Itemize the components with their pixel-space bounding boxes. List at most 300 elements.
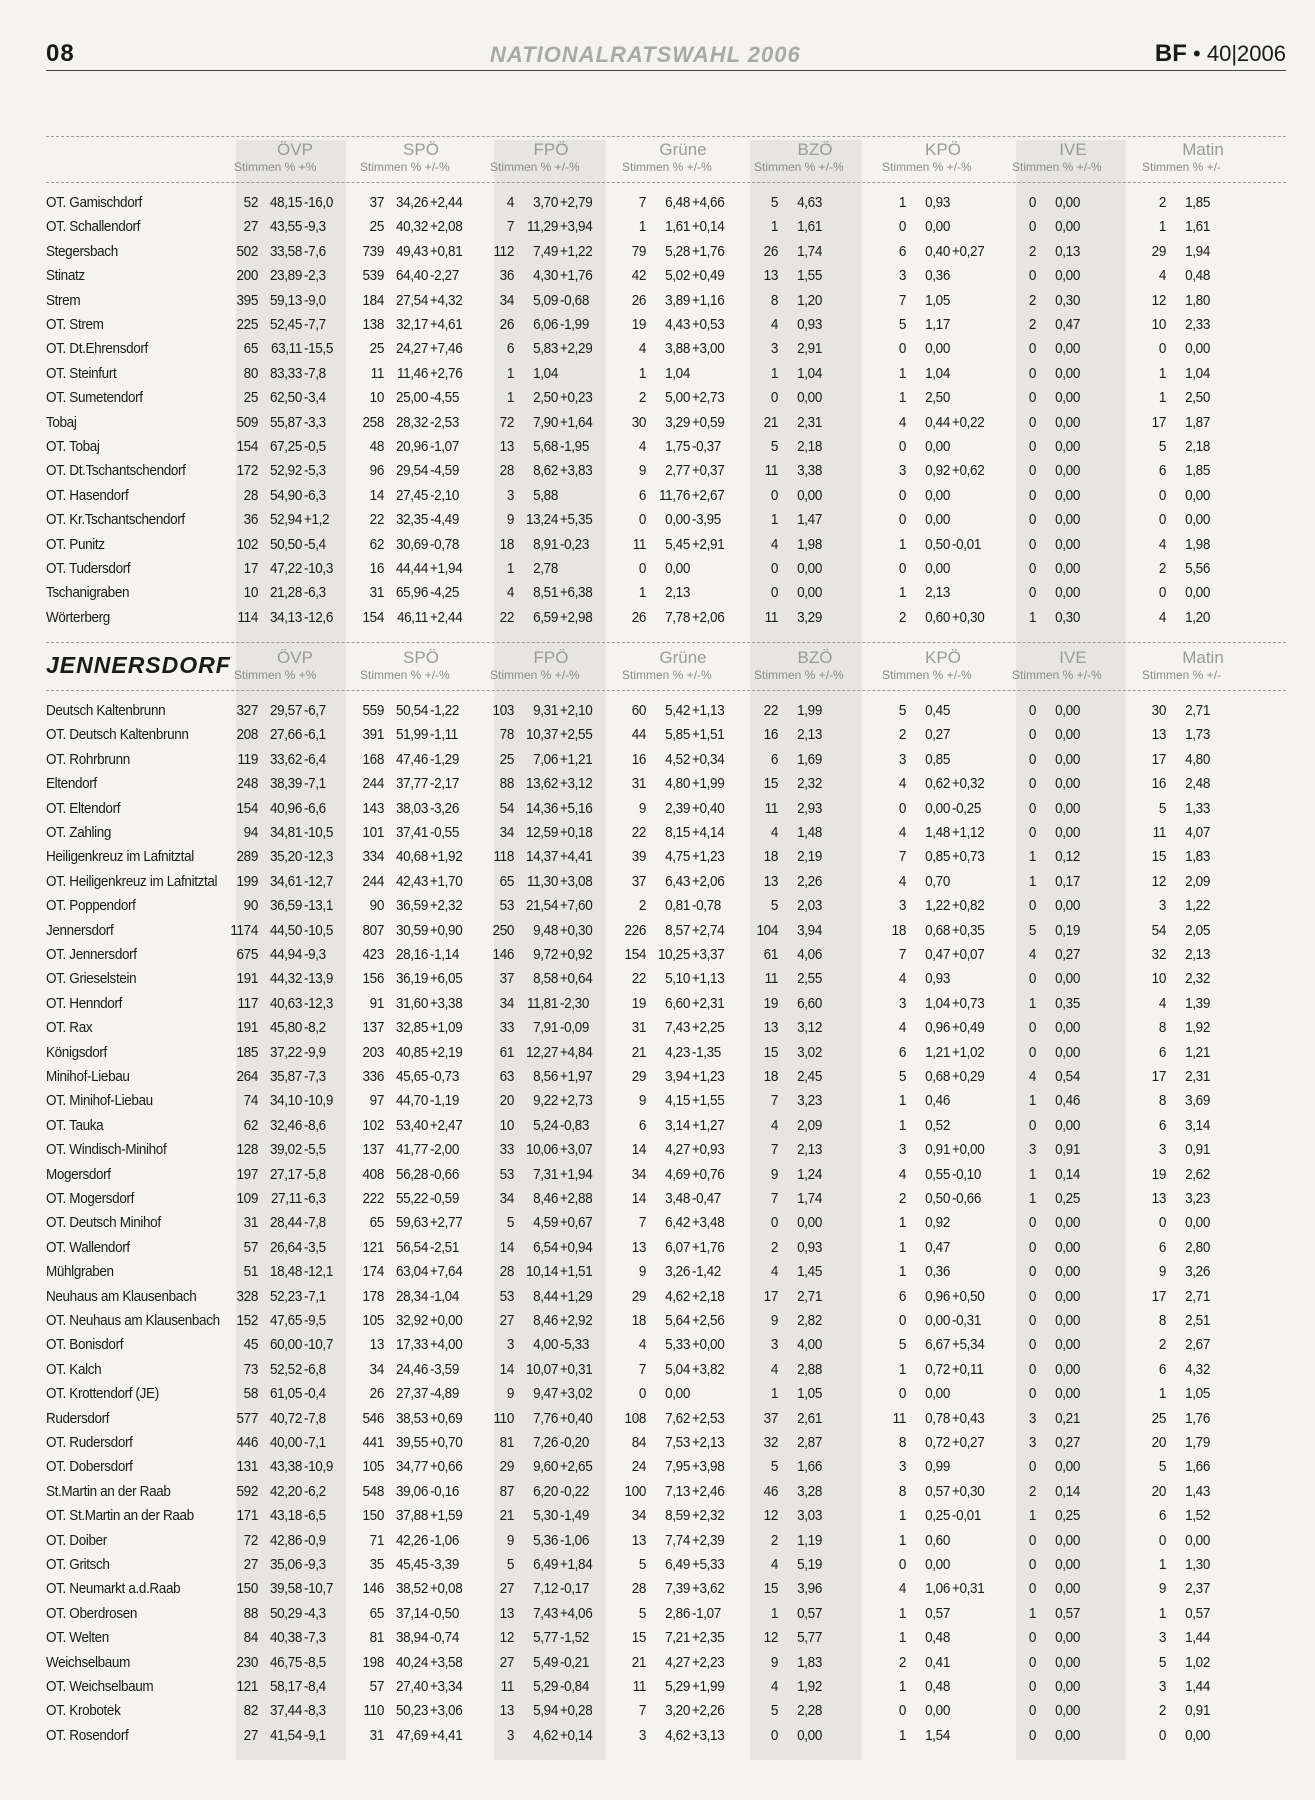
cell-change: -8,2 [303, 1019, 326, 1037]
municipality-name: Strem [46, 291, 81, 309]
cell-votes: 577 [236, 1409, 258, 1427]
cell-votes: 0 [1028, 560, 1036, 577]
cell-percent: 28,16 [395, 946, 428, 963]
cell-change: -12,3 [303, 994, 333, 1012]
cell-votes: 248 [236, 775, 258, 793]
cell-percent: 2,55 [797, 970, 822, 988]
cell-percent: 37,41 [395, 824, 428, 841]
cell-votes: 1 [898, 535, 906, 553]
cell-change: +2,25 [691, 1019, 725, 1037]
cell-votes: 84 [631, 1434, 646, 1451]
cell-percent: 9,47 [533, 1385, 558, 1403]
cell-votes: 17 [1151, 413, 1166, 431]
cell-votes: 18 [499, 535, 514, 553]
cell-percent: 8,51 [533, 584, 558, 602]
table-row [46, 796, 1210, 820]
cell-change: -10,5 [303, 824, 333, 841]
cell-votes: 3 [1158, 1629, 1166, 1647]
municipality-name: OT. Dt.Tschantschendorf [46, 462, 186, 480]
cell-percent: 50,23 [395, 1702, 428, 1720]
cell-percent: 38,03 [395, 799, 428, 817]
cell-percent: 2,13 [925, 584, 950, 602]
cell-percent: 1,54 [925, 1726, 950, 1744]
cell-votes: 14 [499, 1360, 514, 1378]
cell-change: +1,94 [559, 1165, 593, 1183]
table-row [46, 1601, 1210, 1625]
cell-percent: 0,85 [925, 848, 950, 866]
cell-percent: 52,92 [269, 462, 302, 480]
party-label: BZÖ [797, 140, 833, 159]
cell-votes: 3 [898, 750, 906, 768]
cell-votes: 0 [1028, 1458, 1036, 1476]
cell-percent: 37,77 [395, 775, 428, 793]
cell-change: -0,66 [951, 1190, 981, 1207]
cell-change: +0,92 [559, 946, 593, 963]
cell-percent: 9,22 [533, 1092, 558, 1110]
cell-change: -0,50 [429, 1604, 459, 1622]
cell-change: -2,10 [429, 486, 459, 504]
cell-percent: 55,87 [269, 413, 302, 431]
table-row [46, 1284, 1210, 1308]
table-row [46, 1698, 1210, 1722]
table-row [46, 1552, 1210, 1576]
cell-votes: 5 [770, 1702, 778, 1720]
municipality-name: St.Martin an der Raab [46, 1482, 171, 1500]
cell-percent: 0,00 [1055, 267, 1080, 285]
cell-votes: 17 [243, 560, 258, 577]
cell-percent: 5,68 [533, 438, 558, 455]
cell-percent: 1,48 [797, 824, 822, 841]
cell-change: +1,21 [559, 750, 593, 768]
cell-change: -9,3 [303, 946, 326, 963]
cell-change: -1,52 [559, 1629, 589, 1647]
divider [46, 136, 1286, 137]
cell-percent: 8,91 [533, 535, 558, 553]
cell-percent: 1,61 [797, 218, 822, 236]
cell-percent: 2,48 [1185, 775, 1210, 793]
cell-percent: 2,03 [797, 897, 822, 915]
cell-change: +4,61 [429, 316, 463, 333]
cell-votes: 17 [1151, 750, 1166, 768]
cell-votes: 2 [898, 608, 906, 626]
cell-percent: 2,86 [665, 1604, 690, 1622]
cell-percent: 0,40 [925, 242, 950, 260]
cell-votes: 1 [1028, 1604, 1036, 1622]
cell-percent: 2,31 [1185, 1068, 1210, 1085]
cell-percent: 0,46 [1055, 1092, 1080, 1110]
cell-percent: 0,00 [1055, 1629, 1080, 1647]
cell-percent: 3,94 [797, 921, 822, 939]
cell-change: +3,48 [691, 1214, 725, 1232]
cell-change: -0,01 [951, 1507, 981, 1525]
cell-percent: 0,00 [1185, 340, 1210, 358]
cell-percent: 1,20 [1185, 608, 1210, 626]
cell-votes: 11 [500, 1678, 514, 1695]
cell-votes: 1 [898, 1116, 906, 1134]
cell-change: -3,3 [303, 413, 326, 431]
cell-percent: 2,09 [797, 1116, 822, 1134]
cell-votes: 31 [369, 1726, 384, 1744]
cell-percent: 5,94 [533, 1702, 558, 1720]
cell-change: -0,5 [303, 438, 326, 455]
cell-votes: 4 [770, 1678, 778, 1695]
cell-change: +4,41 [429, 1726, 463, 1744]
cell-percent: 7,13 [665, 1482, 690, 1500]
cell-percent: 0,00 [1055, 1238, 1080, 1256]
cell-votes: 4 [1158, 267, 1166, 285]
cell-votes: 9 [638, 799, 646, 817]
cell-votes: 121 [362, 1238, 384, 1256]
cell-percent: 0,48 [1185, 267, 1210, 285]
cell-percent: 4,06 [797, 946, 822, 963]
cell-percent: 0,99 [925, 1458, 950, 1476]
cell-change: -2,17 [429, 775, 459, 793]
cell-percent: 50,29 [269, 1604, 302, 1622]
cell-votes: 128 [236, 1141, 258, 1159]
cell-votes: 4 [770, 1360, 778, 1378]
cell-votes: 7 [770, 1092, 778, 1110]
cell-votes: 16 [763, 726, 778, 744]
cell-votes: 168 [362, 750, 384, 768]
cell-change: +1,23 [691, 848, 725, 866]
cell-percent: 40,72 [269, 1409, 302, 1427]
cell-percent: 0,57 [797, 1604, 822, 1622]
cell-votes: 2 [898, 1653, 906, 1671]
cell-votes: 1 [898, 1263, 906, 1281]
cell-votes: 3 [770, 1336, 778, 1354]
cell-votes: 0 [1028, 1336, 1036, 1354]
cell-votes: 1 [1028, 1165, 1036, 1183]
cell-percent: 7,62 [665, 1409, 690, 1427]
cell-votes: 27 [499, 1653, 514, 1671]
cell-percent: 5,29 [533, 1678, 558, 1695]
subheader: Stimmen % +/-% [1012, 160, 1102, 174]
cell-change: +3,58 [429, 1653, 463, 1671]
cell-votes: 54 [499, 799, 514, 817]
cell-percent: 0,00 [1055, 194, 1080, 211]
cell-votes: 5 [898, 1336, 906, 1354]
cell-change: +5,35 [559, 511, 593, 529]
cell-change: -1,07 [429, 438, 459, 455]
cell-percent: 2,50 [533, 389, 558, 407]
cell-change: +1,13 [691, 970, 725, 988]
cell-votes: 395 [236, 291, 258, 309]
cell-percent: 9,60 [533, 1458, 558, 1476]
cell-votes: 18 [891, 921, 906, 939]
cell-change: -1,95 [559, 438, 589, 455]
cell-change: -2,30 [559, 994, 589, 1012]
cell-percent: 1,75 [665, 438, 690, 455]
cell-votes: 6 [1158, 1043, 1166, 1061]
cell-votes: 13 [763, 267, 778, 285]
subheader: Stimmen % +/-% [882, 668, 972, 682]
cell-percent: 2,91 [797, 340, 822, 358]
cell-votes: 9 [1158, 1580, 1166, 1598]
cell-percent: 2,88 [797, 1360, 822, 1378]
cell-percent: 0,48 [925, 1629, 950, 1647]
cell-votes: 96 [369, 462, 384, 480]
municipality-name: OT. Oberdrosen [46, 1604, 138, 1622]
cell-votes: 48 [369, 438, 384, 455]
cell-votes: 0 [898, 1312, 906, 1329]
cell-votes: 27 [499, 1312, 514, 1329]
cell-change: +2,32 [691, 1507, 725, 1525]
cell-votes: 2 [1158, 194, 1166, 211]
cell-change: -3,5 [303, 1238, 326, 1256]
cell-votes: 0 [1028, 1653, 1036, 1671]
cell-votes: 4 [898, 824, 906, 841]
cell-votes: 2 [638, 897, 646, 915]
cell-percent: 38,94 [395, 1629, 428, 1647]
cell-votes: 12 [499, 1629, 514, 1647]
cell-percent: 0,68 [925, 1068, 950, 1085]
cell-change: +3,08 [559, 872, 593, 890]
cell-votes: 208 [236, 726, 258, 744]
cell-percent: 3,03 [797, 1507, 822, 1525]
cell-change: -9,0 [303, 291, 326, 309]
cell-percent: 2,19 [797, 848, 822, 866]
cell-change: +0,50 [951, 1287, 985, 1305]
cell-percent: 1,04 [797, 364, 822, 382]
cell-change: -0,23 [559, 535, 589, 553]
cell-change: +0,40 [691, 799, 725, 817]
cell-percent: 10,37 [525, 726, 558, 744]
cell-votes: 289 [236, 848, 258, 866]
cell-change: -0,78 [691, 897, 721, 915]
municipality-name: OT. Doiber [46, 1531, 107, 1549]
cell-percent: 0,00 [1055, 1214, 1080, 1232]
cell-votes: 4 [898, 1580, 906, 1598]
cell-change: +1,23 [691, 1068, 725, 1085]
cell-change: +1,97 [559, 1068, 593, 1085]
cell-percent: 63,04 [395, 1263, 428, 1281]
cell-votes: 16 [369, 560, 384, 577]
cell-percent: 7,53 [665, 1434, 690, 1451]
cell-percent: 0,36 [925, 267, 950, 285]
cell-change: -3,4 [303, 389, 326, 407]
cell-change: +0,22 [951, 413, 985, 431]
cell-percent: 0,47 [925, 1238, 950, 1256]
cell-percent: 1,43 [1185, 1482, 1210, 1500]
cell-change: +2,31 [691, 994, 725, 1012]
cell-change: +2,98 [559, 608, 593, 626]
cell-votes: 807 [362, 921, 384, 939]
cell-percent: 6,07 [665, 1238, 690, 1256]
cell-change: +0,08 [429, 1580, 463, 1598]
cell-change: +1,59 [429, 1507, 463, 1525]
cell-change: +0,64 [559, 970, 593, 988]
cell-change: -12,1 [303, 1263, 333, 1281]
cell-votes: 0 [1028, 1263, 1036, 1281]
cell-percent: 2,28 [797, 1702, 822, 1720]
cell-votes: 0 [1028, 1726, 1036, 1744]
cell-change: -0,59 [429, 1190, 459, 1207]
municipality-name: Weichselbaum [46, 1653, 130, 1671]
cell-percent: 2,93 [797, 799, 822, 817]
cell-votes: 78 [499, 726, 514, 744]
cell-percent: 1,83 [797, 1653, 822, 1671]
subheader: Stimmen % +/- [1142, 668, 1222, 682]
cell-votes: 13 [763, 872, 778, 890]
cell-percent: 0,35 [1055, 994, 1080, 1012]
cell-votes: 6 [638, 486, 646, 504]
cell-change: +3,00 [691, 340, 725, 358]
cell-percent: 3,88 [665, 340, 690, 358]
cell-votes: 25 [369, 340, 384, 358]
cell-votes: 36 [499, 267, 514, 285]
cell-change: +2,73 [559, 1092, 593, 1110]
cell-percent: 45,80 [269, 1019, 302, 1037]
cell-change: -5,33 [559, 1336, 589, 1354]
cell-percent: 2,71 [797, 1287, 822, 1305]
table-row [46, 1332, 1210, 1356]
cell-votes: 53 [499, 1165, 514, 1183]
cell-votes: 2 [638, 389, 646, 407]
cell-votes: 1 [1158, 1556, 1166, 1573]
cell-votes: 0 [898, 218, 906, 236]
cell-votes: 20 [1151, 1482, 1166, 1500]
table-row [46, 556, 1210, 580]
cell-change: +2,65 [559, 1458, 593, 1476]
cell-percent: 0,00 [1055, 726, 1080, 744]
table-row [46, 844, 1210, 868]
cell-votes: 25 [1151, 1409, 1166, 1427]
cell-percent: 0,00 [1055, 1287, 1080, 1305]
cell-votes: 0 [1028, 364, 1036, 382]
cell-percent: 49,43 [395, 242, 428, 260]
cell-votes: 13 [499, 438, 514, 455]
municipality-name: OT. Tudersdorf [46, 560, 131, 577]
cell-percent: 0,27 [1055, 1434, 1080, 1451]
cell-percent: 39,58 [269, 1580, 302, 1598]
cell-votes: 28 [499, 462, 514, 480]
cell-percent: 0,70 [925, 872, 950, 890]
cell-percent: 5,64 [665, 1312, 690, 1329]
table-row [46, 1210, 1210, 1234]
cell-percent: 0,91 [1185, 1702, 1210, 1720]
cell-percent: 11,76 [658, 486, 690, 504]
cell-percent: 1,85 [1185, 194, 1210, 211]
cell-change: -4,55 [429, 389, 459, 407]
cell-change: -2,3 [303, 267, 326, 285]
table-row [46, 1137, 1210, 1161]
cell-votes: 0 [638, 511, 646, 529]
issue-info [1155, 40, 1286, 68]
cell-votes: 4 [1158, 994, 1166, 1012]
cell-change: -1,42 [691, 1263, 721, 1281]
cell-percent: 42,20 [269, 1482, 302, 1500]
cell-change: +2,67 [691, 486, 725, 504]
cell-change: +0,82 [951, 897, 985, 915]
cell-percent: 1,44 [1185, 1629, 1210, 1647]
cell-percent: 7,21 [665, 1629, 690, 1647]
cell-change: +2,56 [691, 1312, 725, 1329]
cell-percent: 0,45 [925, 702, 950, 719]
cell-percent: 0,00 [1185, 1726, 1210, 1744]
cell-change: -7,3 [303, 1068, 326, 1085]
cell-percent: 42,86 [269, 1531, 302, 1549]
cell-change: -6,7 [303, 702, 326, 719]
cell-votes: 119 [237, 750, 258, 768]
cell-change: +1,02 [951, 1043, 985, 1061]
cell-votes: 30 [631, 413, 646, 431]
cell-percent: 7,06 [533, 750, 558, 768]
cell-votes: 0 [1028, 194, 1036, 211]
cell-votes: 34 [499, 291, 514, 309]
cell-percent: 40,38 [269, 1629, 302, 1647]
cell-percent: 0,00 [665, 560, 690, 577]
cell-percent: 0,00 [1055, 702, 1080, 719]
cell-votes: 15 [763, 1043, 778, 1061]
cell-percent: 31,60 [395, 994, 428, 1012]
cell-percent: 3,02 [797, 1043, 822, 1061]
cell-votes: 72 [499, 413, 514, 431]
cell-votes: 5 [1158, 799, 1166, 817]
cell-percent: 1,83 [1185, 848, 1210, 866]
cell-votes: 0 [1028, 340, 1036, 358]
table-row [46, 288, 1210, 312]
cell-change: +0,35 [951, 921, 985, 939]
cell-votes: 26 [631, 608, 646, 626]
cell-percent: 0,00 [1055, 413, 1080, 431]
cell-percent: 32,92 [395, 1312, 428, 1329]
cell-change: +4,32 [429, 291, 463, 309]
cell-percent: 40,63 [269, 994, 302, 1012]
table-row [46, 722, 1210, 746]
cell-votes: 21 [631, 1043, 646, 1061]
cell-percent: 0,00 [1055, 1531, 1080, 1549]
table-row [46, 1162, 1210, 1186]
cell-percent: 0,25 [1055, 1507, 1080, 1525]
party-label: IVE [1059, 648, 1087, 667]
cell-percent: 0,00 [1055, 364, 1080, 382]
cell-change: +2,06 [691, 872, 725, 890]
cell-change: +0,00 [691, 1336, 725, 1354]
cell-change: -1,07 [691, 1604, 721, 1622]
cell-percent: 0,00 [925, 511, 950, 529]
cell-votes: 502 [236, 242, 258, 260]
cell-percent: 62,50 [269, 389, 302, 407]
cell-percent: 1,98 [797, 535, 822, 553]
cell-change: +0,27 [951, 1434, 985, 1451]
cell-votes: 11 [632, 1678, 646, 1695]
cell-percent: 0,00 [1055, 340, 1080, 358]
cell-votes: 121 [236, 1678, 258, 1695]
cell-votes: 1 [898, 194, 906, 211]
cell-votes: 0 [1028, 413, 1036, 431]
cell-percent: 6,54 [533, 1238, 558, 1256]
cell-percent: 32,85 [395, 1019, 428, 1037]
cell-percent: 5,33 [665, 1336, 690, 1354]
party-label: FPÖ [533, 648, 569, 667]
cell-percent: 1,30 [1185, 1556, 1210, 1573]
cell-percent: 13,62 [525, 775, 558, 793]
cell-change: +2,77 [429, 1214, 463, 1232]
municipality-name: OT. St.Martin an der Raab [46, 1507, 194, 1525]
cell-change: +1,09 [429, 1019, 463, 1037]
cell-votes: 423 [362, 946, 384, 963]
cell-change: +3,07 [559, 1141, 593, 1159]
cell-change: +0,62 [951, 462, 985, 480]
cell-votes: 33 [499, 1141, 514, 1159]
cell-votes: 57 [243, 1238, 258, 1256]
cell-percent: 0,00 [1185, 486, 1210, 504]
table-row [46, 1040, 1210, 1064]
cell-votes: 37 [499, 970, 514, 988]
cell-change: +2,35 [691, 1629, 725, 1647]
cell-percent: 1,22 [1185, 897, 1210, 915]
municipality-name: OT. Rudersdorf [46, 1434, 133, 1451]
